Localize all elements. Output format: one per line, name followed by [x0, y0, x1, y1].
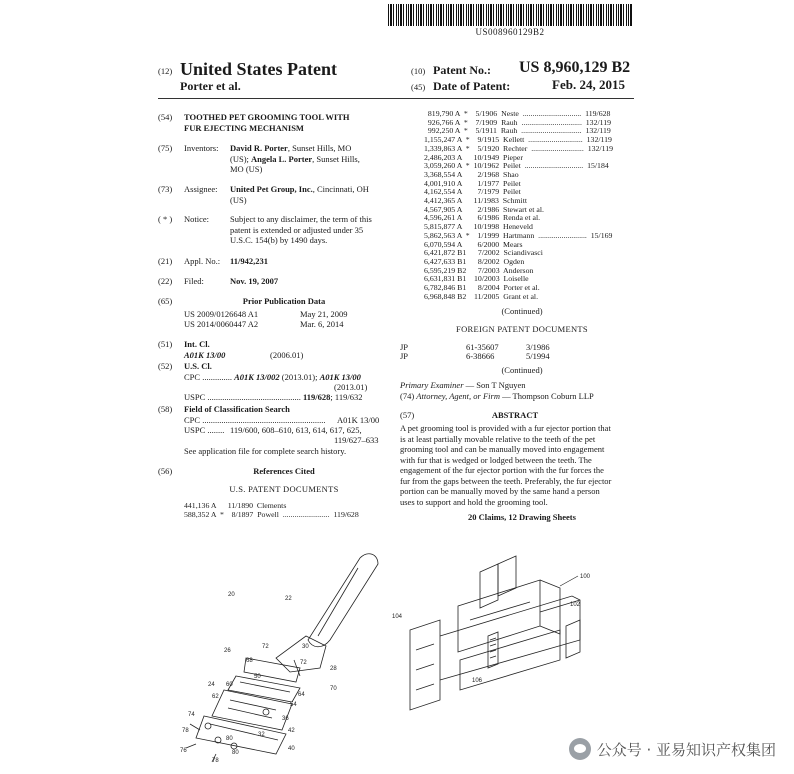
filed-date: Nov. 19, 2007 [230, 276, 279, 286]
ref-row: 819,790 A * 5/1906 Neste .............................. 119/628 [424, 109, 611, 118]
ref-row: 6,595,219 B2 7/2003 Anderson [424, 265, 534, 275]
code-22: (22) [158, 276, 173, 286]
ref-row: 992,250 A * 5/1911 Rauh ............................... 132/119 [424, 126, 611, 136]
label-74: 74 [188, 712, 195, 718]
figure-right-labels [392, 574, 591, 684]
label-28: 28 [330, 666, 337, 672]
prior-pub-1-date: May 21, 2009 [300, 309, 348, 319]
ref-row: 3,059,260 A * 10/1962 Peilet .............................. 15/184 [424, 161, 609, 171]
code-45: (45) [411, 82, 426, 92]
patent-number: US 8,960,129 B2 [519, 59, 631, 76]
label-24: 24 [208, 682, 215, 688]
figure-left-labels [180, 592, 337, 764]
label-26: 26 [224, 648, 231, 654]
field-search-uspc-2: 119/627–633 [334, 435, 379, 445]
label-104: 104 [392, 614, 403, 620]
field-search-uspc-1: 119/600, 608–610, 613, 614, 617, 625, [230, 425, 362, 435]
ref-row: 5,862,563 A * 1/1999 Hartmann ......................... 15/169 [424, 230, 613, 240]
label-60: 60 [226, 682, 233, 688]
code-12: (12) [158, 66, 173, 76]
abstract-line: is at least partially movable relative to the teeth of the pet [400, 433, 596, 444]
label-22: 22 [285, 596, 292, 602]
label-70: 70 [330, 686, 337, 692]
code-65: (65) [158, 296, 173, 306]
figure-right-ejector [410, 556, 580, 710]
watermark [569, 738, 776, 760]
code-51: (51) [158, 339, 173, 349]
code-21: (21) [158, 256, 173, 266]
code-58: (58) [158, 404, 173, 414]
code-notice: ( * ) [158, 214, 173, 224]
header-rule [158, 98, 634, 99]
field-search-title: Field of Classification Search [184, 404, 290, 414]
label-76: 76 [180, 748, 187, 754]
abstract-line: engagement of the fur ejector portion with the fur forces the [400, 465, 604, 475]
inventors: David R. Porter, Sunset Hills, MO (US); Angela L. Porter, Sunset Hills, MO (US) [230, 143, 360, 174]
appl-no-label: Appl. No.: [184, 256, 221, 266]
label-80a: 80 [226, 736, 233, 742]
figure-left-grooming-tool [186, 554, 378, 762]
inventors-label: Inventors: [184, 143, 219, 153]
label-30: 30 [302, 644, 309, 650]
field-search-cpc-val: A01K 13/00 [337, 415, 380, 425]
ref-row: 6,782,846 B1 8/2004 Porter et al. [424, 283, 540, 292]
refs-title: References Cited [253, 466, 315, 476]
abstract-line: portion can be manually moved by the same hand a person [400, 486, 600, 496]
abstract-line: with fur that is wedged or lodged between the teeth. The [400, 454, 592, 465]
doc-type: United States Patent [180, 59, 337, 79]
ref-row: 6,070,594 A 6/2000 Mears [424, 239, 523, 249]
assignee: United Pet Group, Inc., Cincinnati, OH (US) [230, 184, 369, 205]
label-42: 42 [288, 728, 295, 734]
prior-pub-2: US 2014/0060447 A2 [184, 319, 259, 329]
int-cl-title: Int. Cl. [184, 339, 210, 349]
label-68: 68 [246, 658, 253, 664]
ref-row: 2,486,203 A 10/1949 Pieper [424, 152, 523, 162]
primary-examiner: Primary Examiner — Son T Nguyen [400, 380, 526, 390]
ref-row: 6,631,831 B1 10/2003 Loiselle [424, 274, 529, 284]
ref-row: 588,352 A * 8/1897 Powell ........................ 119/628 [184, 510, 359, 519]
label-62: 62 [212, 694, 219, 700]
foreign-docs-title: FOREIGN PATENT DOCUMENTS [456, 324, 588, 334]
ref-row: 6,968,848 B2 11/2005 Grant et al. [424, 291, 539, 301]
ref-row: 441,136 A 11/1890 Clements [184, 501, 287, 510]
continued-2: (Continued) [501, 365, 543, 375]
watermark-text: 公众号 · 亚易知识产权集团 [596, 740, 776, 759]
patent-no-label: Patent No.: [433, 63, 491, 77]
foreign-date: 3/1986 [526, 342, 550, 352]
ref-row: 4,412,365 A 11/1983 Schmitt [424, 196, 528, 205]
continued-1: (Continued) [501, 306, 543, 316]
foreign-country: JP [400, 342, 409, 352]
code-56: (56) [158, 466, 173, 476]
ref-row: 4,596,261 A 6/1986 Renda et al. [424, 213, 541, 223]
barcode [388, 4, 632, 26]
label-40: 40 [288, 746, 295, 752]
field-search-cpc: CPC .......................................................... [184, 415, 326, 425]
prior-pub-1: US 2009/0126648 A1 [184, 309, 259, 319]
label-50: 50 [254, 674, 261, 680]
us-cl-uspc: USPC ............................................ 119/628; 119/632 [184, 392, 363, 402]
label-78a: 78 [182, 728, 189, 734]
foreign-date: 5/1994 [526, 351, 550, 361]
ref-row: 6,427,633 B1 8/2002 Ogden [424, 256, 525, 266]
ref-row: 5,815,877 A 10/1998 Heneveld [424, 222, 533, 232]
int-cl-year: (2006.01) [270, 350, 304, 360]
patent-date: Feb. 24, 2015 [552, 77, 625, 92]
label-100: 100 [580, 574, 591, 580]
label-72a: 72 [262, 644, 269, 650]
wechat-icon [569, 738, 591, 760]
appl-no: 11/942,231 [230, 256, 269, 266]
field-search-note: See application file for complete search history. [184, 446, 347, 456]
title: TOOTHED PET GROOMING TOOL WITH FUR EJECTING MECHANISM [184, 112, 350, 133]
label-80b: 80 [232, 750, 239, 756]
us-cl-title: U.S. Cl. [184, 361, 212, 371]
label-64: 64 [298, 692, 305, 698]
code-75: (75) [158, 143, 173, 153]
abstract-line: grooming tool and can be manually moved into engagement [400, 444, 605, 454]
date-label: Date of Patent: [433, 79, 511, 93]
ref-row: 6,421,872 B1 7/2002 Sciandivasci [424, 248, 543, 258]
label-106: 106 [472, 678, 483, 684]
notice-text: Subject to any disclaimer, the term of this patent is extended or adjusted under 35 U.S.C. 154(b) by 1490 days. [230, 214, 372, 245]
label-54: 54 [290, 702, 297, 708]
label-78b: 78 [212, 758, 219, 764]
ref-row: 926,766 A * 7/1909 Rauh ............................... 132/119 [424, 117, 612, 127]
claims-count: 20 Claims, 12 Drawing Sheets [468, 512, 576, 522]
us-cl-cpc: CPC .............. A01K 13/002 (2013.01); A01K 13/00 [184, 372, 361, 382]
abstract-line: fur from the gaps between the teeth. Preferably, the fur ejector [400, 475, 612, 486]
ref-row: 4,162,554 A 7/1979 Peilet [424, 187, 521, 197]
assignee-label: Assignee: [184, 184, 218, 194]
abstract-line: A pet grooming tool is provided with a fur ejector portion that [400, 423, 611, 433]
abstract-line: uses to support and hold the grooming tool. [400, 496, 548, 507]
foreign-number: 61-35607 [466, 342, 499, 352]
foreign-number: 6-38666 [466, 351, 495, 361]
code-73: (73) [158, 184, 173, 194]
prior-pub-2-date: Mar. 6, 2014 [300, 319, 344, 329]
ref-row: 1,339,863 A * 5/1920 Rechter ........................... 132/119 [424, 143, 613, 153]
code-57: (57) [400, 410, 415, 420]
foreign-country: JP [400, 351, 409, 361]
prior-pub-title: Prior Publication Data [242, 296, 326, 306]
code-10: (10) [411, 66, 426, 76]
abstract-text [400, 423, 634, 507]
label-102: 102 [570, 602, 581, 608]
inventor-short: Porter et al. [180, 79, 241, 93]
ref-row: 4,001,910 A 1/1977 Peilet [424, 178, 521, 188]
filed-label: Filed: [184, 276, 204, 286]
ref-row: 3,368,554 A 2/1968 Shao [424, 169, 519, 179]
notice-label: Notice: [184, 214, 210, 224]
abstract-title: ABSTRACT [491, 410, 539, 420]
us-cl-cpc-year: (2013.01) [334, 382, 368, 392]
us-docs-title: U.S. PATENT DOCUMENTS [229, 484, 339, 494]
int-cl-class: A01K 13/00 [184, 350, 226, 360]
label-32: 32 [258, 732, 265, 738]
code-52: (52) [158, 361, 173, 371]
label-72b: 72 [300, 660, 307, 666]
ref-row: 1,155,247 A * 9/1915 Kellett ............................ 132/119 [424, 135, 612, 145]
label-36: 36 [282, 716, 289, 722]
label-20: 20 [228, 592, 235, 598]
ref-row: 4,567,905 A 2/1986 Stewart et al. [424, 204, 544, 214]
barcode-number: US008960129B2 [475, 27, 545, 37]
field-search-uspc: USPC ........ [184, 425, 225, 435]
code-54: (54) [158, 112, 173, 122]
attorney: (74) Attorney, Agent, or Firm — Thompson Coburn LLP [400, 391, 594, 401]
